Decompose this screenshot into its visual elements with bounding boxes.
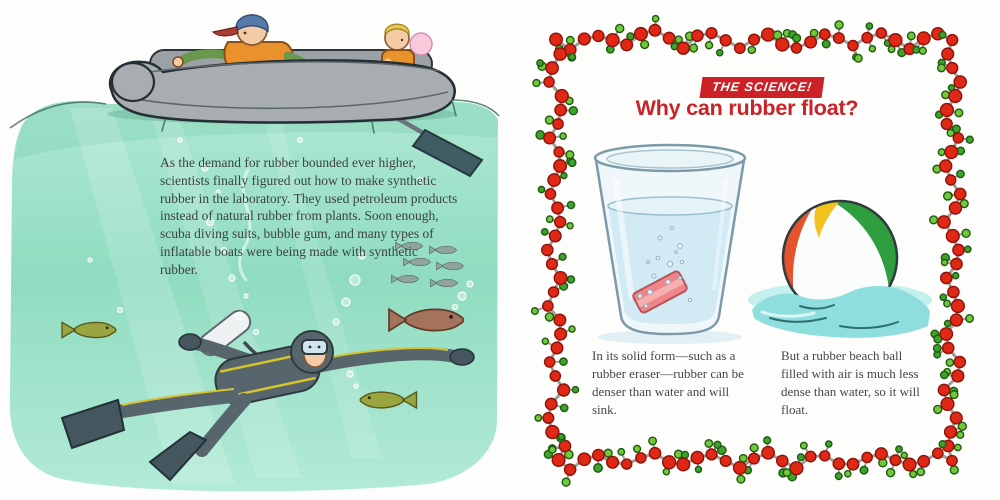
science-badge-label: THE SCIENCE!: [711, 80, 814, 94]
left-page-paragraph: As the demand for rubber bounded ever higher, scientists finally figured out how to make synthetic rubber in the laboratory. They used petroleum products instead of natural rubber from plants. Soon enough, scuba diving suits, bubble gum, and many types of inflatable boats were being made with synthetic rubber.: [160, 155, 458, 277]
diving-mask: [302, 340, 327, 354]
science-illustrations: [500, 0, 1000, 500]
boat-near-tube: [110, 60, 455, 122]
glass-of-water-illustration: [595, 145, 745, 344]
beach-ball-illustration: [748, 198, 932, 338]
caption-float: But a rubber beach ball filled with air is much less dense than water, so it will float.: [781, 348, 920, 417]
right-page: [500, 0, 1000, 500]
caption-sink: In its solid form—such as a rubber eraser—rubber can be denser than water and will sink.: [592, 348, 744, 417]
bubble-gum: [410, 33, 432, 55]
science-title: Why can rubber float?: [635, 96, 859, 120]
